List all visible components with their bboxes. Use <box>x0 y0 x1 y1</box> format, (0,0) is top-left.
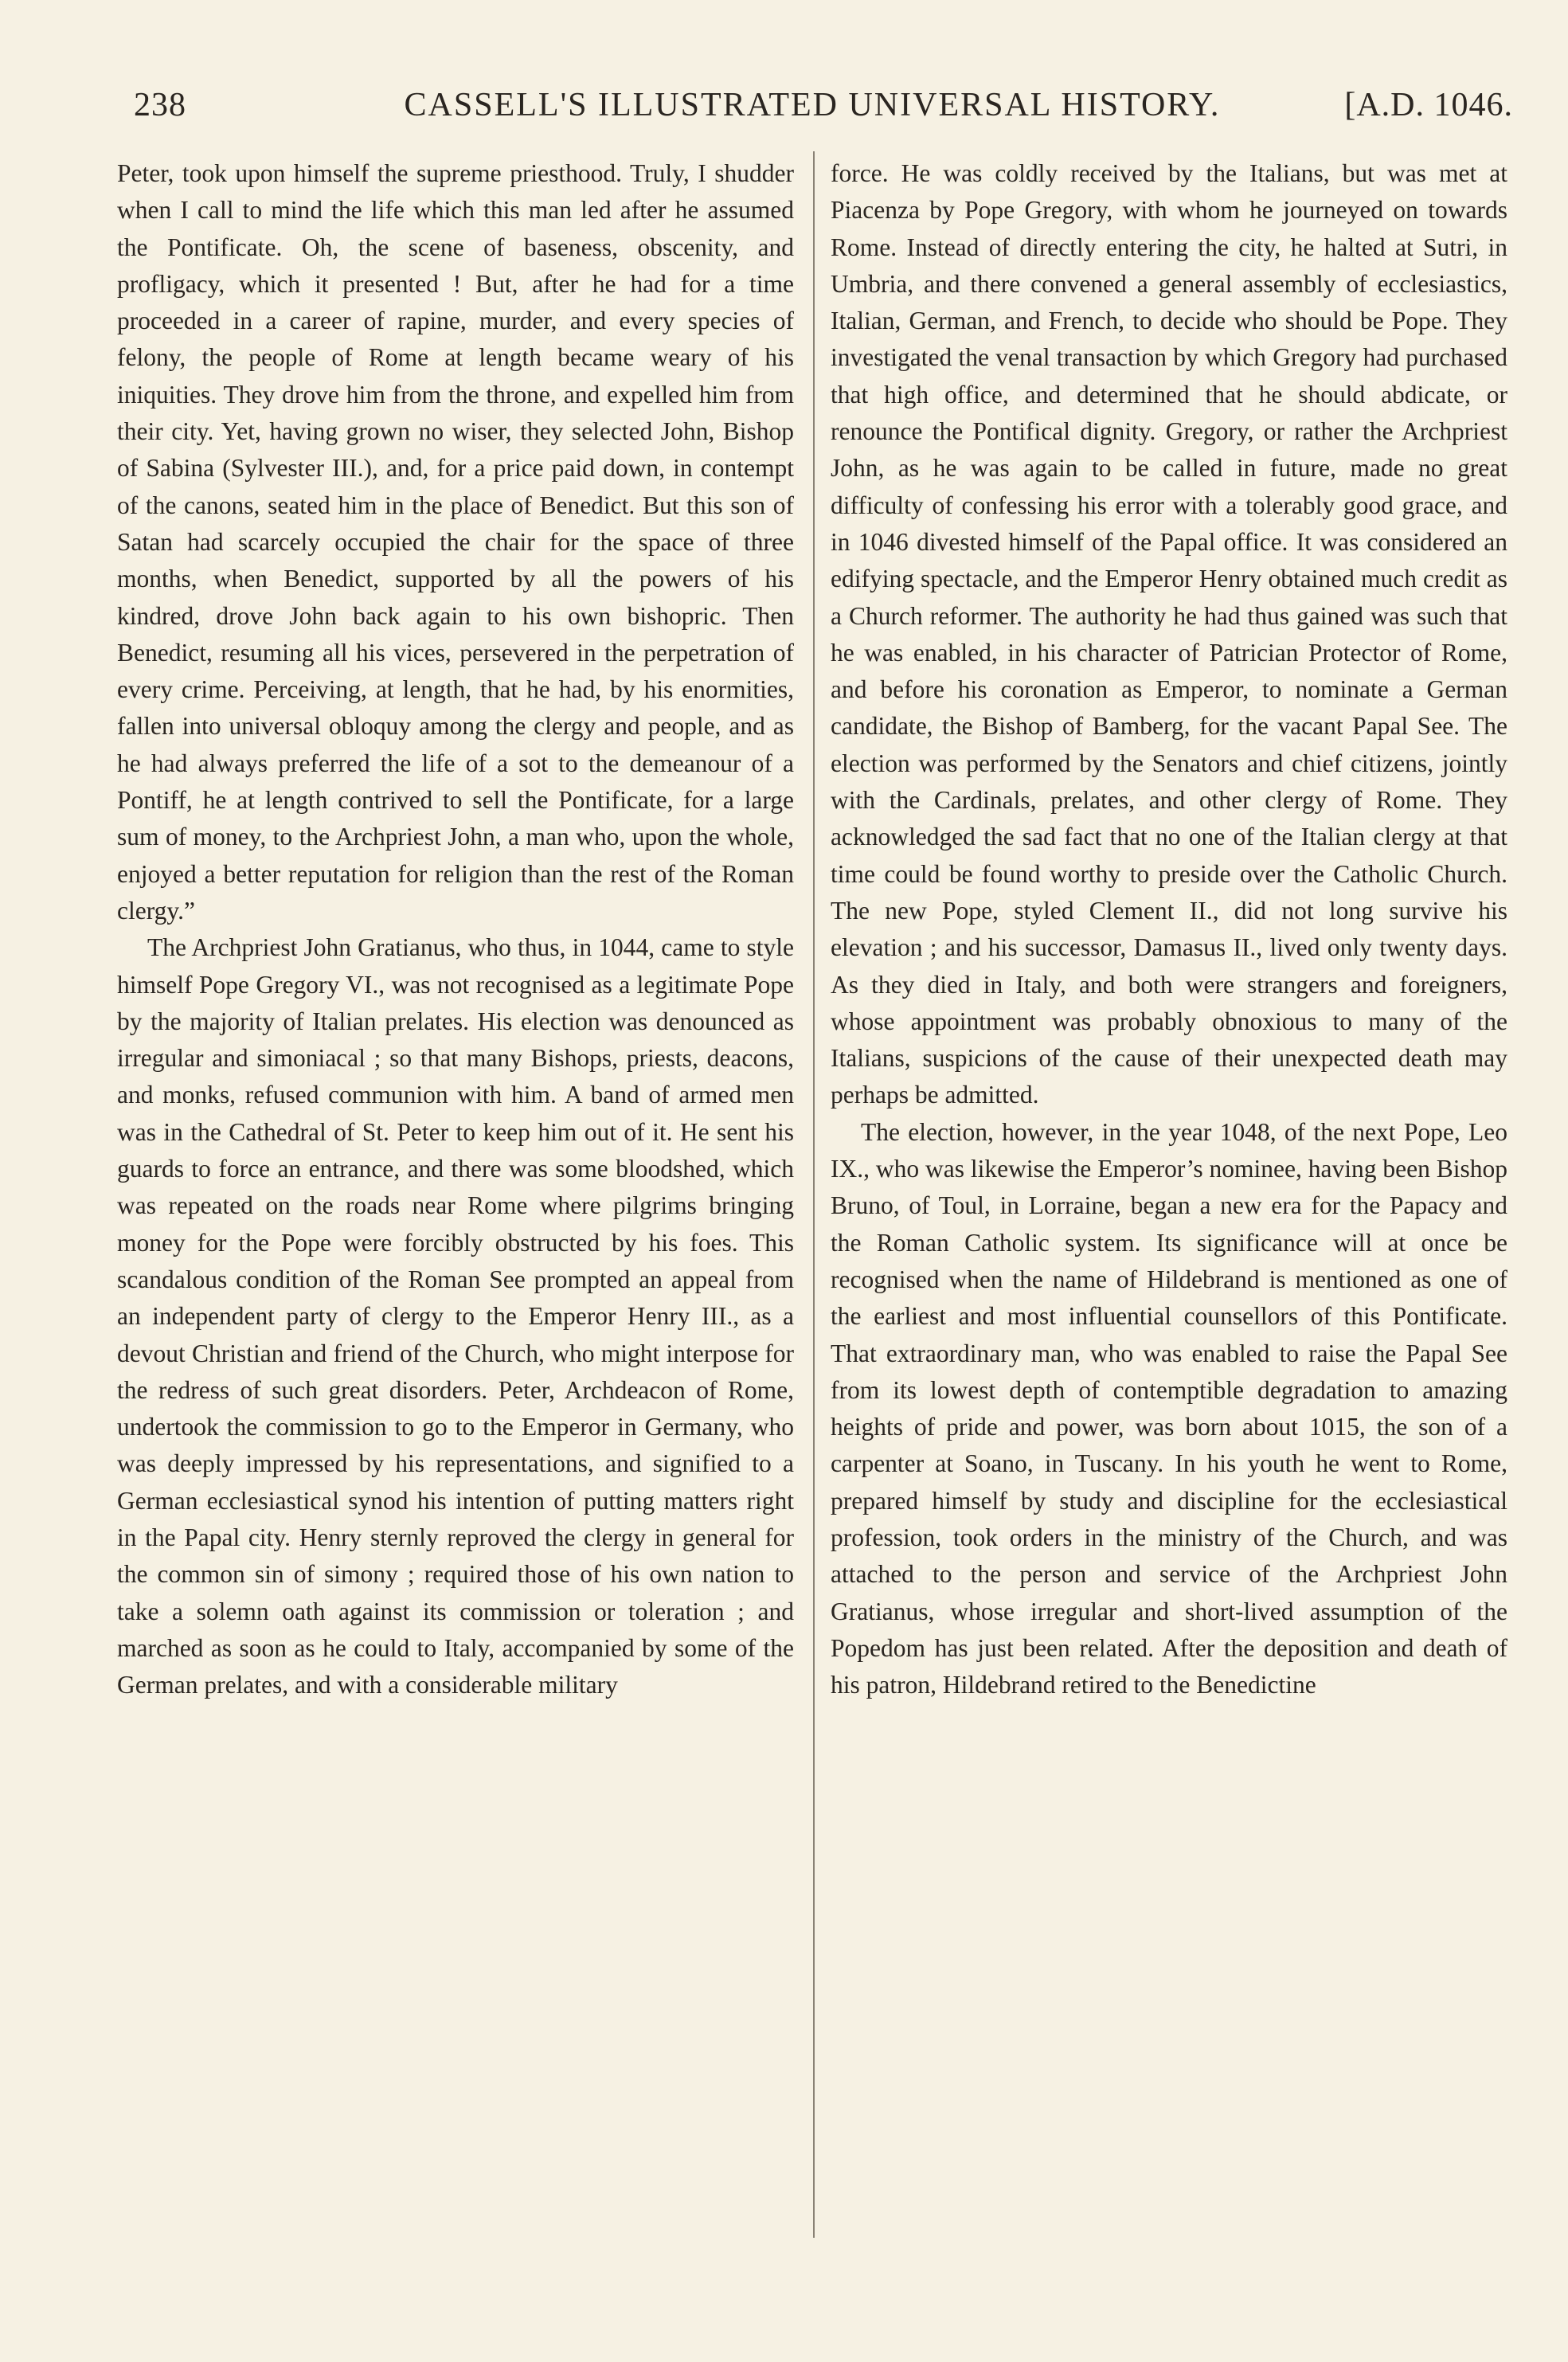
right-column <box>831 155 1507 2258</box>
page-header <box>111 80 1513 127</box>
paragraph: force. He was coldly received by the Italians, but was met at Piacenza by Pope Gregory, with whom he journeyed on towards Rome. Instead of directly entering the city, he halted at Sutri, in Umbria, and there convened a general assembly of ecclesiastics, Italian, German, and French, to decide who should be Pope. They investigated the venal transaction by which Gregory had purchased that high office, and determined that he should abdicate, or renounce the Pontifical dignity. Gregory, or rather the Archpriest John, as he was again to be called in future, made no great difficulty of confessing his error with a tolerably good grace, and in 1046 divested himself of the Papal office. It was considered an edifying spectacle, and the Emperor Henry obtained much credit as a Church reformer. The authority he had thus gained was such that he was enabled, in his character of Patrician Protector of Rome, and before his coronation as Emperor, to nominate a German candidate, the Bishop of Bamberg, for the vacant Papal See. The election was performed by the Senators and chief citizens, jointly with the Cardinals, prelates, and other clergy of Rome. They acknowledged the sad fact that no one of the Italian clergy at that time could be found worthy to preside over the Catholic Church. The new Pope, styled Clement II., did not long survive his elevation ; and his successor, Damasus II., lived only twenty days. As they died in Italy, and both were strangers and foreigners, whose appointment was probably obnoxious to many of the Italians, suspicions of the cause of their unexpected death may perhaps be admitted. <box>831 159 1507 1109</box>
paragraph: The election, however, in the year 1048, of the next Pope, Leo IX., who was likewise the Emperor’s nominee, having been Bishop Bruno, of Toul, in Lorraine, began a new era for the Papacy and the Roman Catholic system. Its significance will at once be recognised when the name of Hildebrand is mentioned as one of the earliest and most influential counsellors of this Pontificate. That extraordinary man, who was enabled to raise the Papal See from its lowest depth of contemptible degradation to amazing heights of pride and power, was born about 1015, the son of a carpenter at Soano, in Tuscany. In his youth he went to Rome, prepared himself by study and discipline for the ecclesiastical profession, took orders in the ministry of the Church, and was attached to the person and service of the Archpriest John Gratianus, whose irregular and short-lived assumption of the Popedom has just been related. After the deposition and death of his patron, Hildebrand retired to the Benedictine <box>831 1117 1507 1699</box>
column-divider <box>813 151 815 2238</box>
left-column <box>117 155 794 2258</box>
page-number: 238 <box>134 87 186 123</box>
paragraph: The Archpriest John Gratianus, who thus, in 1044, came to style himself Pope Gregory VI., was not recognised as a legitimate Pope by the majority of Italian prelates. His election was denounced as irregular and simoniacal ; so that many Bishops, priests, deacons, and monks, refused communion with him. A band of armed men was in the Cathedral of St. Peter to keep him out of it. He sent his guards to force an entrance, and there was some bloodshed, which was repeated on the roads near Rome where pilgrims bringing money for the Pope were forcibly obstructed by his foes. This scandalous condition of the Roman See prompted an appeal from an independent party of clergy to the Emperor Henry III., as a devout Christian and friend of the Church, who might interpose for the redress of such great disorders. Peter, Archdeacon of Rome, undertook the commission to go to the Emperor in Germany, who was deeply impressed by his representations, and signified to a German ecclesiastical synod his intention of putting matters right in the Papal city. Henry sternly reproved the clergy in general for the common sin of simony ; required those of his own nation to take a solemn oath against its commission or toleration ; and marched as soon as he could to Italy, accompanied by some of the German prelates, and with a considerable military <box>117 933 794 1699</box>
paragraph: Peter, took upon himself the supreme priesthood. Truly, I shudder when I call to mind the life which this man led after he assumed the Pontificate. Oh, the scene of baseness, obscenity, and profligacy, which it presented ! But, after he had for a time proceeded in a career of rapine, murder, and every species of felony, the people of Rome at length became weary of his iniquities. They drove him from the throne, and expelled him from their city. Yet, having grown no wiser, they selected John, Bishop of Sabina (Sylvester III.), and, for a price paid down, in contempt of the canons, seated him in the place of Benedict. But this son of Satan had scarcely occupied the chair for the space of three months, when Benedict, supported by all the powers of his kindred, drove John back again to his own bishopric. Then Benedict, resuming all his vices, persevered in the perpetration of every crime. Perceiving, at length, that he had, by his enormities, fallen into universal obloquy among the clergy and people, and as he had always preferred the life of a sot to the demeanour of a Pontiff, he at length contrived to sell the Pontificate, for a large sum of money, to the Archpriest John, a man who, upon the whole, enjoyed a better reputation for religion than the rest of the Roman clergy.” <box>117 159 794 925</box>
running-title: CASSELL'S ILLUSTRATED UNIVERSAL HISTORY. <box>404 87 1221 123</box>
date-marker: [A.D. 1046. <box>1344 87 1513 123</box>
